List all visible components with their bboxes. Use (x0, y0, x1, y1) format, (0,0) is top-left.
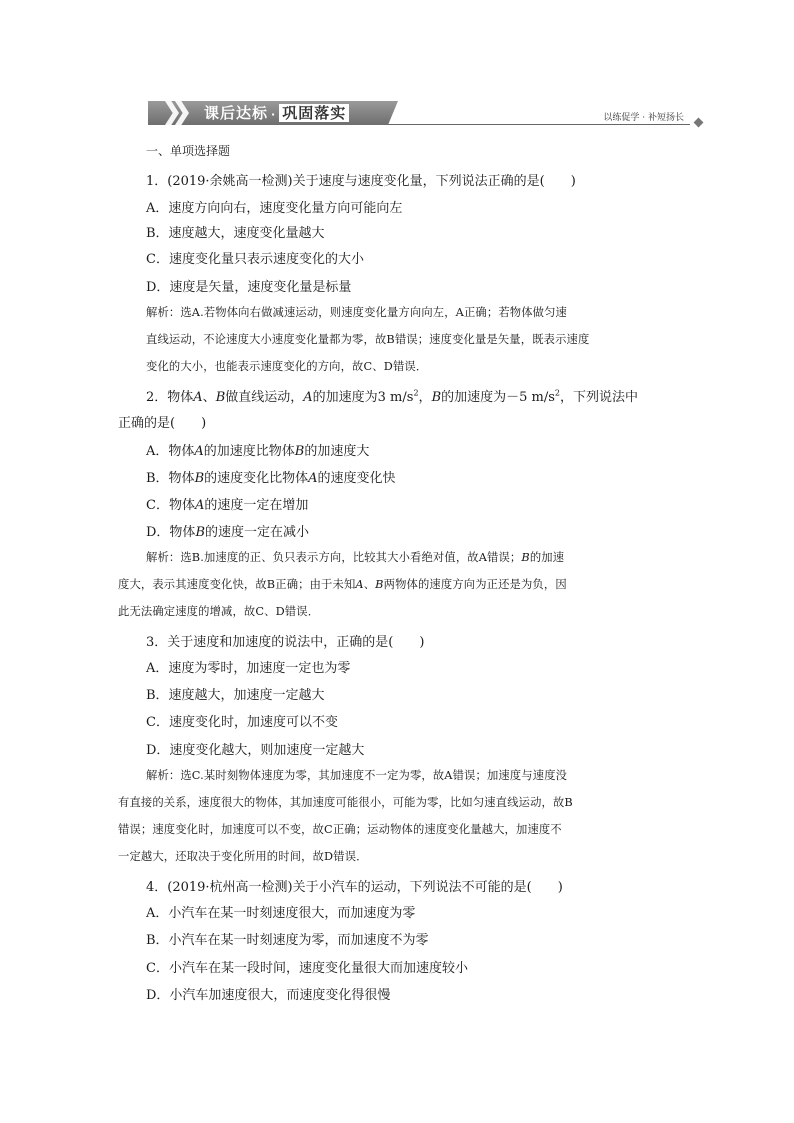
q4-stem: 4．(2019·杭州高一检测)关于小汽车的运动，下列说法不可能的是( ) (146, 880, 563, 895)
analysis-text: 的加速 (529, 551, 565, 564)
q3-option-b: B．速度越大，加速度一定越大 (146, 688, 325, 703)
q1-option-c: C．速度变化量只表示速度变化的大小 (146, 252, 364, 267)
option-text: 的加速度大 (304, 444, 370, 459)
q2-analysis-line (118, 576, 674, 592)
q2-analysis-line (146, 549, 674, 565)
analysis-text: 度大，表示其速度变化快，故B正确；由于未知 (118, 578, 356, 591)
option-var: A (194, 498, 205, 513)
q1-analysis-line: 直线运动，不论速度大小速度变化量都为零，故B错误；速度变化量是矢量，既表示速度 (146, 333, 590, 346)
page-header (148, 101, 708, 127)
option-text: 的速度变化快 (317, 471, 396, 486)
q2-exponent: 2 (554, 388, 561, 398)
q2-stem-text: ，下列说法中 (560, 390, 639, 405)
header-tagline: 以练促学 · 补短扬长 (603, 113, 684, 123)
q4-option-d: D．小汽车加速度很大，而速度变化得很慢 (146, 988, 391, 1003)
q2-option-d (146, 521, 674, 540)
q3-stem: 3．关于速度和加速度的说法中，正确的是( ) (146, 635, 425, 650)
option-text: 的速度一定在减小 (205, 525, 310, 540)
q1-option-d: D．速度是矢量，速度变化量是标量 (146, 280, 352, 295)
q2-option-c (146, 494, 674, 513)
q3-analysis-line: 有直接的关系，速度很大的物体，其加速度可能很小，可能为零，比如匀速直线运动，故B (118, 796, 573, 809)
q1-option-b: B．速度越大，速度变化量越大 (146, 226, 325, 241)
q2-stem-text: 的加速度为3 m/s (312, 390, 414, 405)
option-text: C．物体 (146, 498, 195, 513)
q2-var: B (215, 390, 226, 405)
q1-stem: 1．(2019·余姚高一检测)关于速度与速度变化量，下列说法正确的是( ) (146, 174, 576, 189)
q4-option-c: C．小汽车在某一段时间，速度变化量很大而加速度较小 (146, 961, 468, 976)
q2-analysis-line: 此无法确定速度的增减，故C、D错误． (118, 605, 320, 618)
header-title-main: 课后达标 (204, 104, 269, 122)
q2-var: A (303, 390, 313, 405)
q3-analysis-line: 错误；速度变化时，加速度可以不变，故C正确；运动物体的速度变化量越大，加速度不 (118, 823, 562, 836)
q2-option-b (146, 467, 674, 486)
q2-stem-text: 2．物体 (146, 390, 194, 405)
option-text: 的加速度比物体 (203, 444, 295, 459)
option-text: D．物体 (146, 525, 196, 540)
q2-stem-text: ， (418, 390, 432, 405)
analysis-text: 、 (363, 578, 376, 591)
option-var: A (194, 444, 204, 459)
analysis-var: B (521, 551, 530, 564)
option-var: A (308, 471, 318, 486)
analysis-text: 解析：选B.加速度的正、负只表示方向，比较其大小看绝对值，故A错误； (146, 551, 522, 564)
analysis-var: A (355, 578, 364, 591)
section-title: 一、单项选择题 (146, 144, 231, 158)
header-title-dot: · (271, 108, 277, 121)
q3-analysis-line: 解析：选C.某时刻物体速度为零，其加速度不一定为零，故A错误；加速度与速度没 (146, 769, 568, 782)
q1-option-a: A．速度方向向右，速度变化量方向可能向左 (146, 201, 403, 216)
q2-var: A (193, 390, 203, 405)
option-var: B (195, 525, 205, 540)
analysis-text: 两物体的速度方向为正还是为负，因 (383, 578, 567, 591)
option-text: A．物体 (146, 444, 195, 459)
q1-analysis-line: 解析：选A.若物体向右做减速运动，则速度变化量方向向左，A正确；若物体做匀速 (146, 306, 568, 319)
q3-analysis-line: 一定越大，还取决于变化所用的时间，故D错误． (118, 850, 368, 863)
q2-option-a (146, 440, 674, 459)
q2-stem-text: 做直线运动， (225, 390, 304, 405)
option-text: 的速度变化比物体 (204, 471, 309, 486)
analysis-var: B (375, 578, 384, 591)
q2-stem-line2: 正确的是( ) (118, 416, 207, 431)
q2-exponent: 2 (413, 388, 419, 398)
q4-option-a: A．小汽车在某一时刻速度很大，而加速度为零 (146, 906, 416, 921)
option-var: B (194, 471, 205, 486)
q2-stem-text: 的加速度为－5 m/s (441, 390, 555, 405)
option-text: B．物体 (146, 471, 195, 486)
header-title (204, 103, 349, 123)
q4-option-b: B．小汽车在某一时刻速度为零，而加速度不为零 (146, 933, 429, 948)
q2-var: B (431, 390, 442, 405)
q1-analysis-line: 变化的大小，也能表示速度变化的方向，故C、D错误． (146, 360, 428, 373)
q3-option-c: C．速度变化时，加速度可以不变 (146, 715, 338, 730)
option-text: 的速度一定在增加 (204, 498, 309, 513)
header-rule (388, 124, 690, 125)
q3-option-a: A．速度为零时，加速度一定也为零 (146, 661, 351, 676)
q3-option-d: D．速度变化越大，则加速度一定越大 (146, 743, 365, 758)
q2-stem (146, 386, 674, 405)
diamond-icon (694, 118, 704, 128)
q2-stem-text: 、 (202, 390, 216, 405)
option-var: B (294, 444, 305, 459)
header-title-sub: 巩固落实 (279, 104, 349, 122)
